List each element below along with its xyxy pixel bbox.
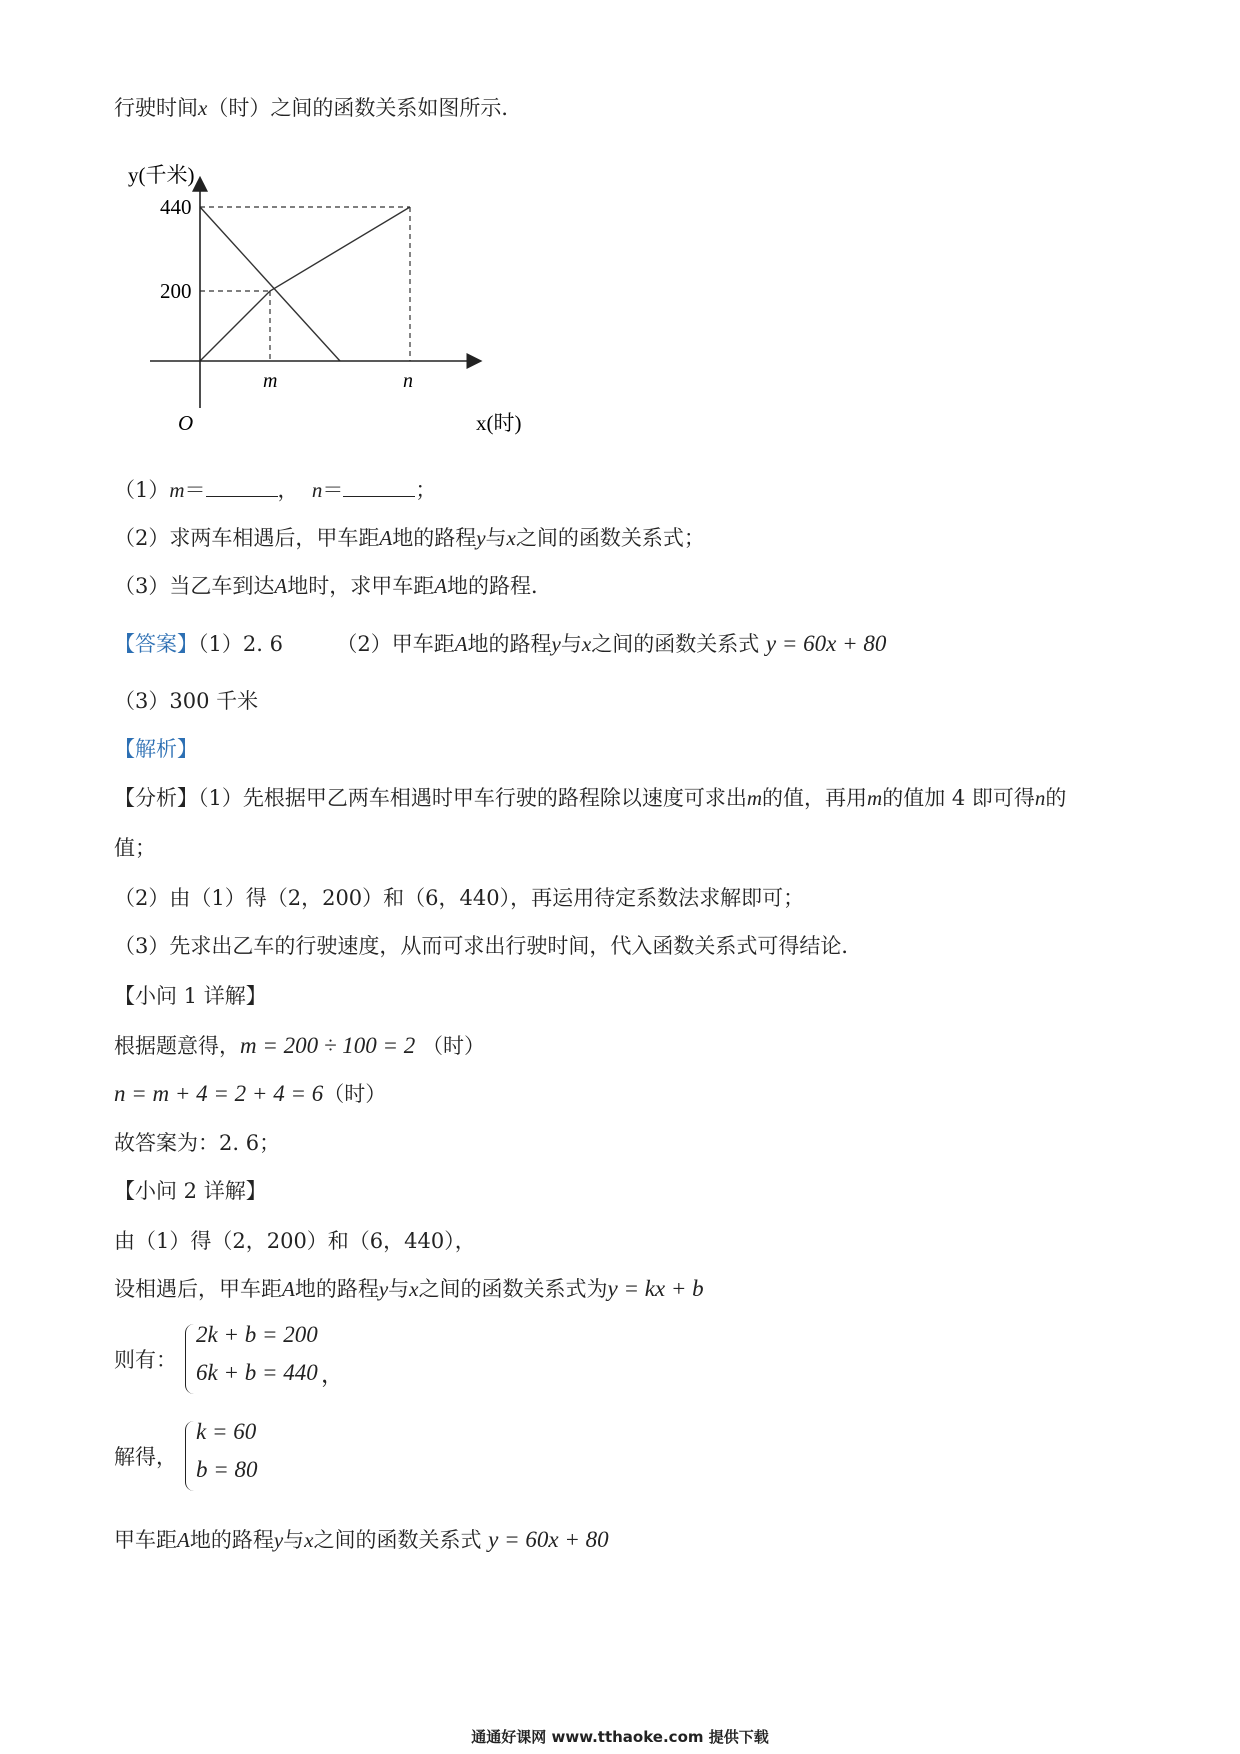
analysis-a1-prefix: 【分析】（1）先根据甲乙两车相遇时甲车行驶的路程除以速度可求出 — [114, 786, 747, 810]
q2-label: （2） — [114, 526, 170, 550]
detail1-line-3 — [114, 1129, 280, 1157]
sys2-eq2: b = 80 — [196, 1457, 258, 1482]
q3-t3: 地的路程． — [447, 574, 553, 598]
answer-part3-text: （3）300 千米 — [114, 689, 259, 713]
detail1-l2-formula: n = m + 4 = 2 + 4 = 6 — [114, 1081, 324, 1106]
detail2-header — [114, 1177, 267, 1205]
analysis-m1: m — [746, 786, 763, 810]
detail1-l2-suffix: （时） — [323, 1082, 387, 1106]
q2-t1: 求两车相遇后，甲车距 — [169, 526, 380, 550]
y-axis-label: y(千米) — [128, 163, 195, 187]
answer-tag: 【答案】 — [114, 632, 198, 656]
q3-A2: A — [434, 574, 448, 598]
q3-label: （3） — [114, 574, 170, 598]
footer-watermark: 通通好课网 www.tthaoke.com 提供下载 — [471, 1728, 769, 1746]
answer-mid1: 地的路程 — [467, 632, 552, 656]
detail1-l1-formula: m = 200 ÷ 100 = 2 — [240, 1033, 416, 1058]
final-mid3: 之间的函数关系式 — [313, 1528, 482, 1552]
q1-end: ； — [415, 478, 437, 502]
q2-t4: 之间的函数关系式； — [515, 526, 705, 550]
intro-suffix: （时）之间的函数关系如图所示． — [207, 96, 523, 120]
guide-lines — [200, 207, 410, 361]
sys1-label: 则有： — [114, 1348, 177, 1372]
answer-x: x — [581, 632, 592, 656]
analysis-line-2 — [114, 884, 804, 912]
q3-A1: A — [274, 574, 288, 598]
intro-prefix: 行驶时间 — [114, 96, 198, 120]
detail2-final — [114, 1526, 609, 1554]
analysis-a2: （2）由（1）得（2，200）和（6，440），再运用待定系数法求解即可； — [114, 886, 805, 910]
analysis-a1-mid: 的值，再用 — [762, 786, 868, 810]
detail2-l2-mid3: 之间的函数关系式为 — [418, 1277, 608, 1301]
detail2-l2-mid1: 地的路程 — [294, 1277, 379, 1301]
detail2-A: A — [282, 1277, 295, 1301]
equation-system-2 — [114, 1417, 414, 1497]
answer-line — [114, 630, 886, 658]
final-A: A — [177, 1528, 190, 1552]
q2-t3: 与 — [485, 526, 507, 550]
answer-part3 — [114, 687, 258, 715]
analysis-a1-line2: 值； — [114, 836, 156, 860]
answer-mid2: 与 — [560, 632, 582, 656]
detail1-header-text: 【小问 1 详解】 — [114, 984, 267, 1008]
final-x: x — [304, 1528, 314, 1552]
analysis-a3: （3）先求出乙车的行驶速度，从而可求出行驶时间，代入函数关系式可得结论． — [114, 934, 863, 958]
detail2-l1: 由（1）得（2，200）和（6，440）， — [114, 1229, 476, 1253]
detail2-line-2 — [114, 1275, 704, 1303]
detail2-header-text: 【小问 2 详解】 — [114, 1179, 267, 1203]
analysis-tag-line — [114, 735, 198, 763]
sys2-label: 解得， — [114, 1445, 177, 1469]
analysis-a1-mid2: 的值加 4 即可得 — [882, 786, 1035, 810]
answer-A: A — [454, 632, 468, 656]
answer-mid3: 之间的函数关系式 — [591, 632, 760, 656]
x-tick-label-n: n — [403, 370, 413, 392]
detail1-line-2 — [114, 1080, 386, 1108]
series-line-0 — [200, 207, 410, 361]
detail2-x: x — [409, 1277, 419, 1301]
analysis-line-1b — [114, 834, 156, 862]
analysis-m2: m — [867, 786, 883, 810]
answer-part2-prefix: （2）甲车距 — [336, 632, 455, 656]
q2-A: A — [379, 526, 393, 550]
q1-label: （1） — [114, 478, 170, 502]
sys1-eq1: 2k + b = 200 — [196, 1322, 318, 1347]
answer-y: y — [551, 632, 561, 656]
q1-n: n — [311, 478, 323, 502]
y-tick-label-440: 440 — [160, 195, 192, 219]
q3-t2: 地时，求甲车距 — [287, 574, 435, 598]
analysis-n: n — [1034, 786, 1046, 810]
sys1-brace — [185, 1324, 194, 1394]
answer-blank-n[interactable] — [343, 476, 415, 497]
final-mid1: 地的路程 — [189, 1528, 274, 1552]
q2-y: y — [476, 526, 486, 550]
analysis-line-1 — [114, 784, 1066, 812]
detail1-l1-suffix: （时） — [421, 1034, 485, 1058]
question-1 — [114, 476, 436, 504]
q3-t1: 当乙车到达 — [169, 574, 275, 598]
intro-line — [114, 94, 522, 122]
question-2 — [114, 524, 705, 552]
analysis-line-3 — [114, 932, 862, 960]
final-prefix: 甲车距 — [114, 1528, 177, 1552]
detail2-l2-mid2: 与 — [388, 1277, 410, 1301]
final-mid2: 与 — [283, 1528, 305, 1552]
answer-blank-m[interactable] — [206, 476, 278, 497]
detail2-l2-prefix: 设相遇后，甲车距 — [114, 1277, 282, 1301]
question-3 — [114, 572, 552, 600]
q1-m: m — [169, 478, 185, 502]
tick-labels — [160, 195, 413, 392]
detail1-l1-prefix: 根据题意得， — [114, 1034, 240, 1058]
var-x: x — [198, 96, 208, 120]
equation-system-1 — [114, 1320, 414, 1400]
q1-eq-m: ＝ — [184, 478, 206, 502]
detail1-header — [114, 982, 267, 1010]
final-formula: y = 60x + 80 — [488, 1527, 609, 1552]
sys2-eq1: k = 60 — [196, 1419, 257, 1444]
detail1-l3: 故答案为：2. 6； — [114, 1131, 281, 1155]
q1-sep: ， — [277, 478, 299, 502]
answer-part1: （1）2. 6 — [198, 632, 283, 656]
q2-x: x — [506, 526, 516, 550]
detail2-y: y — [378, 1277, 389, 1301]
detail2-l2-formula: y = kx + b — [607, 1276, 704, 1301]
sys1-eq2: 6k + b = 440 — [196, 1360, 318, 1385]
q1-eq-n: ＝ — [322, 478, 344, 502]
q2-t2: 地的路程 — [392, 526, 477, 550]
detail2-line-1 — [114, 1227, 476, 1255]
x-axis-label: x(时) — [476, 411, 522, 435]
analysis-a1-end: 的 — [1045, 786, 1067, 810]
x-tick-label-m: m — [263, 370, 278, 392]
distance-time-chart — [110, 150, 550, 460]
answer-formula: y = 60x + 80 — [765, 631, 887, 656]
series-lines — [200, 207, 410, 361]
sys2-brace — [185, 1421, 194, 1491]
origin-label: O — [178, 411, 194, 435]
analysis-tag: 【解析】 — [114, 737, 198, 761]
detail1-line-1 — [114, 1032, 485, 1060]
sys1-tail: ， — [321, 1362, 344, 1387]
y-tick-label-200: 200 — [160, 279, 192, 303]
final-y: y — [273, 1528, 284, 1552]
